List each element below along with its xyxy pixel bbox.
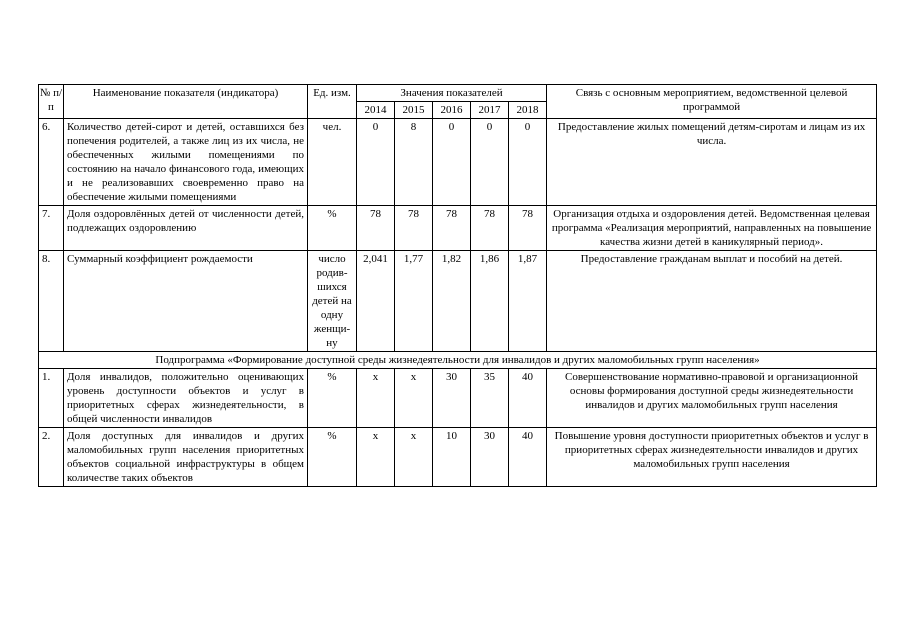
table-row <box>39 428 877 487</box>
row-num: 1. <box>39 369 64 428</box>
row-value: 0 <box>471 119 509 206</box>
row-unit: % <box>308 206 357 251</box>
row-link: Предоставление гражданам выплат и пособий на детей. <box>547 251 877 352</box>
row-value: 40 <box>509 369 547 428</box>
table-row <box>39 369 877 428</box>
row-num: 6. <box>39 119 64 206</box>
row-value: 78 <box>471 206 509 251</box>
row-value: 40 <box>509 428 547 487</box>
header-num: № п/п <box>39 85 64 119</box>
row-value: 1,86 <box>471 251 509 352</box>
row-value: 35 <box>471 369 509 428</box>
row-name: Суммарный коэффициент рождаемости <box>64 251 308 352</box>
row-num: 8. <box>39 251 64 352</box>
header-year: 2016 <box>433 102 471 119</box>
header-year: 2017 <box>471 102 509 119</box>
table-row <box>39 251 877 352</box>
row-name: Доля инвалидов, положительно оценивающих уровень доступности объектов и услуг в приоритетных сферах жизнедеятельности, в общей численности инвалидов <box>64 369 308 428</box>
row-name: Доля оздоровлённых детей от численности детей, подлежащих оздоровлению <box>64 206 308 251</box>
row-value: 2,041 <box>357 251 395 352</box>
row-value: х <box>395 428 433 487</box>
row-link: Совершенствование нормативно-правовой и организационной основы формирования доступной среды жизнедеятельности инвалидов и других маломобильных групп населения <box>547 369 877 428</box>
table-header-row <box>39 85 877 102</box>
row-value: 1,87 <box>509 251 547 352</box>
row-value: 78 <box>357 206 395 251</box>
row-name: Количество детей-сирот и детей, оставшихся без попечения родителей, а также лиц из их числа, не обеспеченных жилыми помещениями по состоянию на начало финансового года, имеющих и не реализовавших своевременно право на обеспечение жилыми помещениями <box>64 119 308 206</box>
header-unit: Ед. изм. <box>308 85 357 119</box>
row-value: 30 <box>471 428 509 487</box>
indicators-table <box>38 84 877 487</box>
row-value: 30 <box>433 369 471 428</box>
row-link: Предоставление жилых помещений детям-сиротам и лицам из их числа. <box>547 119 877 206</box>
row-value: 1,82 <box>433 251 471 352</box>
header-year: 2014 <box>357 102 395 119</box>
row-value: х <box>357 428 395 487</box>
row-value: 8 <box>395 119 433 206</box>
row-link: Организация отдыха и оздоровления детей. Ведомственная целевая программа «Реализация мероприятий, направленных на повышение качества жизни детей в каникулярный период». <box>547 206 877 251</box>
table-row <box>39 119 877 206</box>
row-value: 1,77 <box>395 251 433 352</box>
row-value: х <box>357 369 395 428</box>
header-values-title: Значения показателей <box>357 85 547 102</box>
row-value: 78 <box>395 206 433 251</box>
header-link: Связь с основным мероприятием, ведомственной целевой программой <box>547 85 877 119</box>
table-row <box>39 206 877 251</box>
row-num: 2. <box>39 428 64 487</box>
subprogram-title: Подпрограмма «Формирование доступной среды жизнедеятельности для инвалидов и других маломобильных групп населения» <box>39 352 877 369</box>
row-num: 7. <box>39 206 64 251</box>
row-value: 78 <box>433 206 471 251</box>
row-link: Повышение уровня доступности приоритетных объектов и услуг в приоритетных сферах жизнедеятельности инвалидов и других маломобильных групп населения <box>547 428 877 487</box>
row-unit: число родив-шихся детей на одну женщи-ну <box>308 251 357 352</box>
row-unit: % <box>308 369 357 428</box>
row-value: 0 <box>357 119 395 206</box>
subprogram-section-row <box>39 352 877 369</box>
row-unit: чел. <box>308 119 357 206</box>
row-value: 10 <box>433 428 471 487</box>
header-name: Наименование показателя (индикатора) <box>64 85 308 119</box>
row-unit: % <box>308 428 357 487</box>
row-value: х <box>395 369 433 428</box>
row-value: 0 <box>509 119 547 206</box>
header-year: 2015 <box>395 102 433 119</box>
row-value: 0 <box>433 119 471 206</box>
row-name: Доля доступных для инвалидов и других маломобильных групп населения приоритетных объектов социальной инфраструктуры в общем количестве таких объектов <box>64 428 308 487</box>
header-year: 2018 <box>509 102 547 119</box>
row-value: 78 <box>509 206 547 251</box>
